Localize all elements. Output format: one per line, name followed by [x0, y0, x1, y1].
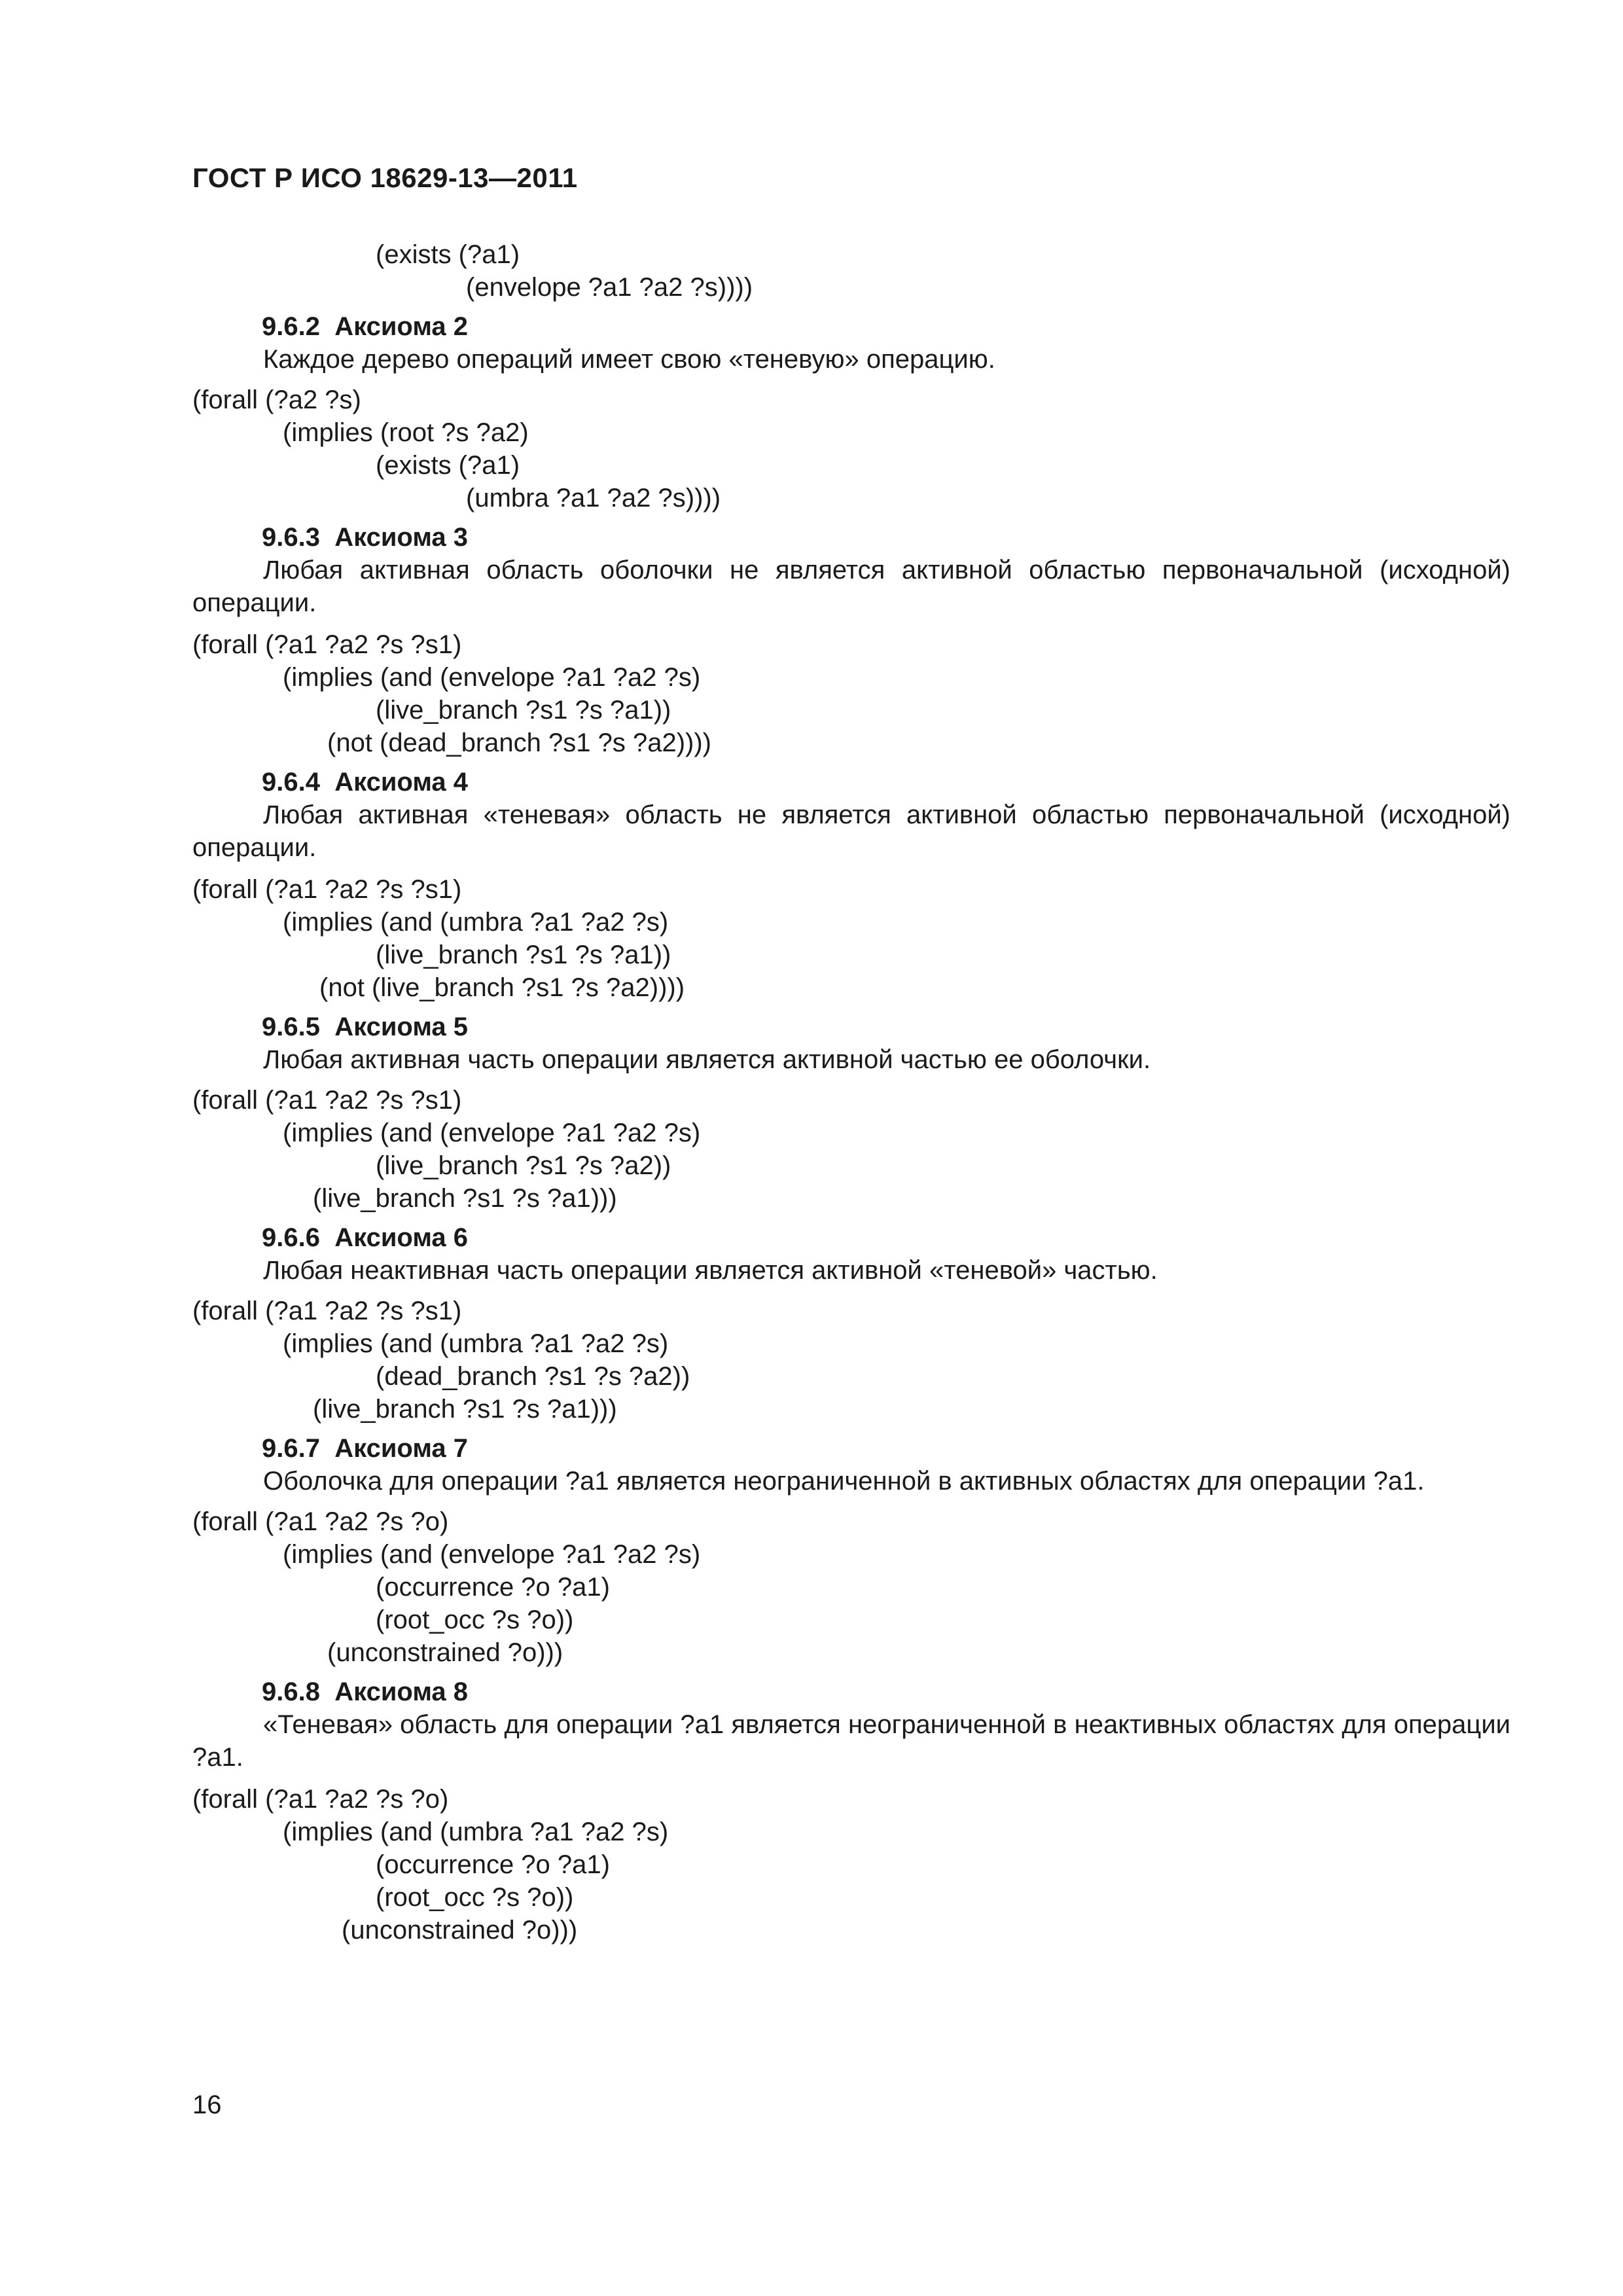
- code-line: (implies (and (envelope ?a1 ?a2 ?s): [283, 1119, 701, 1147]
- code-line: (occurrence ?o ?a1): [376, 1850, 610, 1879]
- axiom-text: Любая неактивная часть операции является активной «теневой» частью.: [263, 1256, 1158, 1285]
- page-header: ГОСТ Р ИСО 18629-13—2011: [192, 162, 578, 193]
- section-heading: 9.6.5 Аксиома 5: [262, 1013, 468, 1041]
- code-line: (live_branch ?s1 ?s ?a2)): [376, 1151, 671, 1180]
- code-line: (forall (?a2 ?s): [192, 386, 361, 414]
- section-heading: 9.6.3 Аксиома 3: [262, 523, 468, 552]
- code-line: (root_occ ?s ?o)): [376, 1605, 574, 1634]
- axiom-text: «Теневая» область для операции ?a1 является неограниченной в неактивных областях для операции ?a1.: [192, 1710, 1510, 1772]
- code-line: (exists (?a1): [376, 451, 520, 480]
- section-heading: 9.6.4 Аксиома 4: [262, 768, 468, 797]
- code-line: (implies (and (umbra ?a1 ?a2 ?s): [283, 1818, 669, 1846]
- axiom-text: Каждое дерево операций имеет свою «теневую» операцию.: [263, 345, 995, 374]
- code-line: (unconstrained ?o))): [342, 1916, 578, 1945]
- section-heading: 9.6.8 Аксиома 8: [262, 1677, 468, 1706]
- code-line: (implies (and (envelope ?a1 ?a2 ?s): [283, 663, 701, 692]
- code-line: (forall (?a1 ?a2 ?s ?o): [192, 1507, 449, 1536]
- axiom-text: Любая активная часть операции является активной частью ее оболочки.: [263, 1045, 1151, 1074]
- code-line: (exists (?a1): [376, 240, 520, 269]
- code-line: (unconstrained ?o))): [327, 1638, 563, 1667]
- section-heading: 9.6.2 Аксиома 2: [262, 312, 468, 341]
- code-line: (root_occ ?s ?o)): [376, 1883, 574, 1912]
- code-line: (forall (?a1 ?a2 ?s ?s1): [192, 1086, 462, 1115]
- code-line: (live_branch ?s1 ?s ?a1)): [376, 941, 671, 969]
- code-line: (live_branch ?s1 ?s ?a1)): [376, 696, 671, 725]
- page-number: 16: [192, 2090, 222, 2119]
- code-line: (live_branch ?s1 ?s ?a1))): [313, 1184, 617, 1213]
- code-line: (implies (and (umbra ?a1 ?a2 ?s): [283, 1329, 669, 1358]
- code-line: (occurrence ?o ?a1): [376, 1573, 610, 1602]
- code-line: (forall (?a1 ?a2 ?s ?o): [192, 1785, 449, 1814]
- section-heading: 9.6.7 Аксиома 7: [262, 1434, 468, 1463]
- code-line: (not (dead_branch ?s1 ?s ?a2)))): [327, 728, 711, 757]
- code-line: (implies (and (umbra ?a1 ?a2 ?s): [283, 908, 669, 937]
- code-line: (forall (?a1 ?a2 ?s ?s1): [192, 875, 462, 904]
- axiom-text: Оболочка для операции ?a1 является неограниченной в активных областях для операции ?a1.: [263, 1467, 1425, 1496]
- axiom-text: Любая активная область оболочки не является активной областью первоначальной (исходной) операции.: [192, 556, 1510, 617]
- code-line: (live_branch ?s1 ?s ?a1))): [313, 1395, 617, 1424]
- code-line: (envelope ?a1 ?a2 ?s)))): [466, 273, 753, 302]
- code-line: (umbra ?a1 ?a2 ?s)))): [466, 484, 721, 512]
- code-line: (forall (?a1 ?a2 ?s ?s1): [192, 1297, 462, 1325]
- code-line: (implies (and (envelope ?a1 ?a2 ?s): [283, 1540, 701, 1569]
- axiom-text: Любая активная «теневая» область не является активной областью первоначальной (исходной) операции.: [192, 800, 1510, 862]
- section-heading: 9.6.6 Аксиома 6: [262, 1223, 468, 1252]
- code-line: (dead_branch ?s1 ?s ?a2)): [376, 1362, 690, 1391]
- code-line: (forall (?a1 ?a2 ?s ?s1): [192, 630, 462, 659]
- code-line: (implies (root ?s ?a2): [283, 418, 529, 447]
- code-line: (not (live_branch ?s1 ?s ?a2)))): [319, 973, 685, 1002]
